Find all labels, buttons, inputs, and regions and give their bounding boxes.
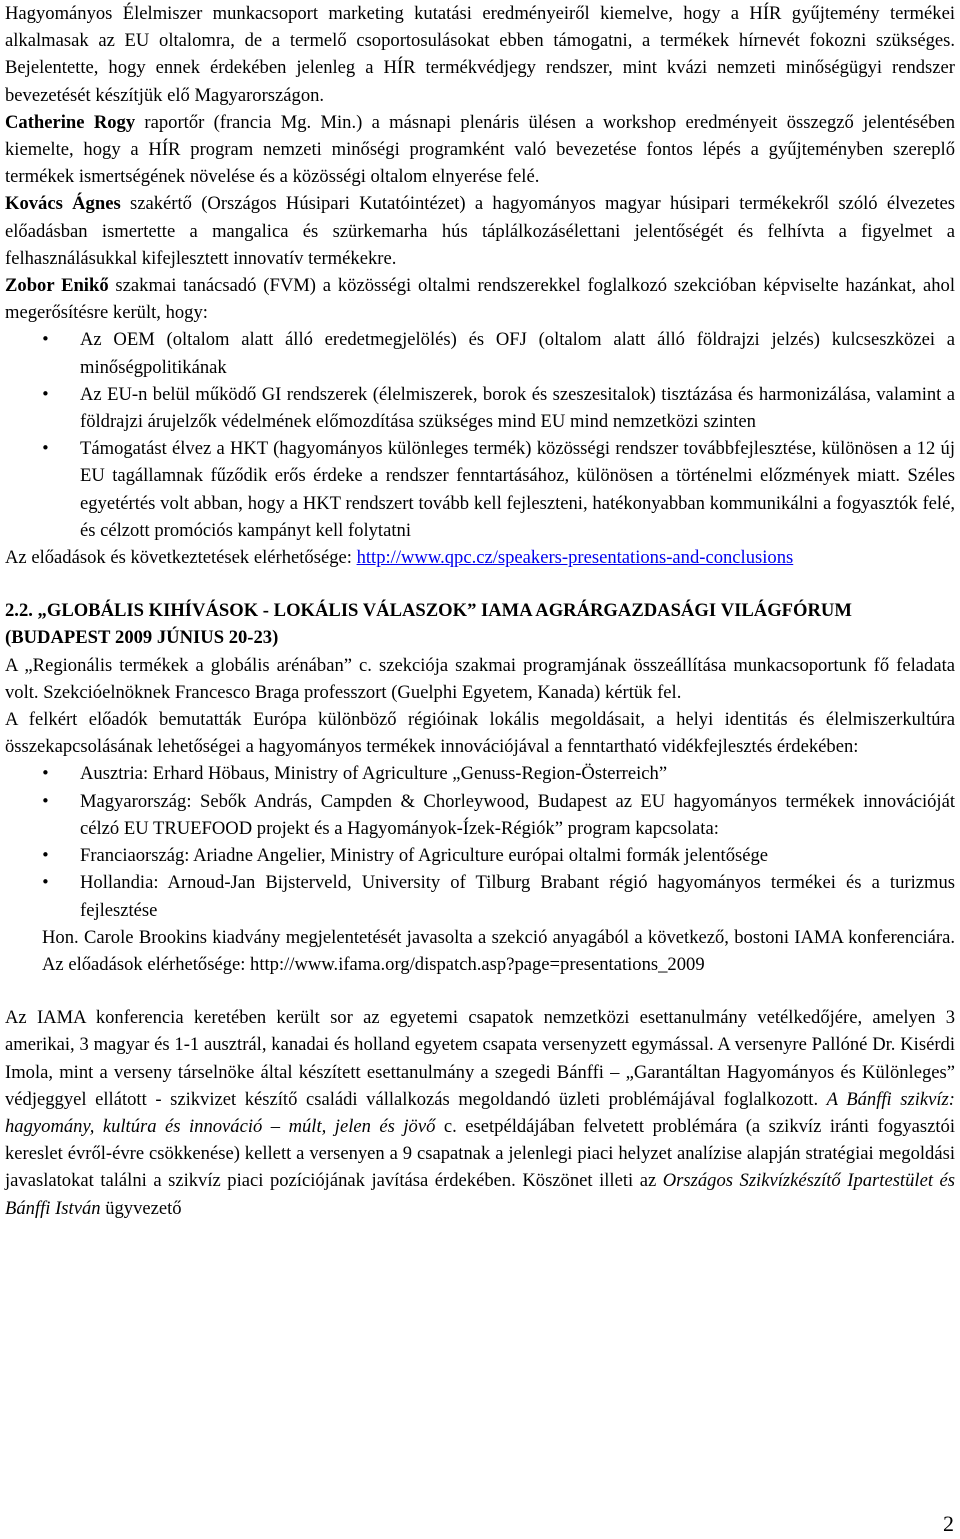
speaker-name: Catherine Rogy: [5, 111, 136, 133]
heading-text: (B: [5, 627, 24, 649]
heading-text: L: [273, 600, 287, 622]
paragraph-regional-products: A „Regionális termékek a globális arénában” c. szekciója szakmai programjának összeállítása munkacsoportunk fő feladata volt. Szekcióelnöknek Francesco Braga professzort (Guelphi Egyetem, Kanada) kértük fel.: [5, 654, 955, 703]
paragraph-zobor-eniko: [5, 272, 955, 326]
paragraph-hir-marketing: Hagyományos Élelmiszer munkacsoport marketing kutatási eredményeiről kiemelve, hogy a HÍR gyűjtemény termékei alkalmasak az EU oltalomra, de a termelő csoportosulásokat ebben támogatni, a termékek hírnevét fokozni szükséges. Bejelentette, hogy ennek érdekében jelenleg a HÍR termékvédjegy rendszer, mint kvázi nemzeti minőségügyi rendszer bevezetését készítjük elő Magyarországon.: [5, 3, 955, 106]
paragraph-text: szakértő (Országos Húsipari Kutatóintézet) a hagyományos magyar húsipari termékekről szóló élvezetes előadásban ismertette a mangalica és szürkemarha hús táplálkozásélettani jelentőségét és felhívta a figyelmet a felhasználásukkal kifejlesztett innovatív termékekre.: [5, 193, 955, 269]
heading-text: „: [37, 600, 47, 622]
paragraph-text: szakmai tanácsadó (FVM) a közösségi oltalmi rendszerekkel foglalkozó szekcióban képviselte hazánkat, ahol megerősítésre került, hogy:: [5, 275, 955, 324]
bullet-list-gi-systems: [5, 326, 955, 544]
heading-text: 2009: [110, 627, 157, 649]
list-item: • Ausztria: Erhard Höbaus, Ministry of Agriculture „Genuss-Region-Österreich”: [5, 760, 955, 787]
heading-text: V: [720, 600, 735, 622]
heading-text: A: [535, 600, 549, 622]
list-item: • Támogatást élvez a HKT (hagyományos különleges termék) közösségi rendszer továbbfejlesztése, különösen a 12 új EU tagállamnak fűződik erős érdeke a rendszer fenntartásához, különösen a történelmi előzmények miatt. Széles egyetértés volt abban, hogy a HKT rendszert tovább kell fejleszteni, hatékonyabban kommunikálni a fogyasztók felé, és célzott promóciós kampányt kell folytatni: [5, 435, 955, 544]
paragraph-case-study: [5, 1004, 955, 1222]
italic-text: Országos Szikvízkészítő Ipartestület és Bánffi István: [5, 1170, 955, 1219]
presentations-link[interactable]: http://www.qpc.cz/speakers-presentations-and-conclusions: [356, 547, 794, 569]
paragraph-text: Az előadások és következtetések elérhetősége:: [5, 547, 357, 569]
heading-text: ” IAMA: [467, 600, 536, 622]
paragraph-text: Az IAMA konferencia keretében került sor az egyetemi csapatok nemzetközi esettanulmány vetélkedőjére, amelyen 3 amerikai, 3 magyar és 1-1 ausztrál, kanadai és holland egyetem csapata versenyzett egymással. A versenyre Pallóné Dr. Kisérdi Imola, mint a verseny társelnöke által készített esettanulmány a szegedi Bánffi – „Garantáltan Hagyományos és Különleges” védjeggyel ellátott - szikvizet készítő családi vállalkozás megoldandó üzleti problémájával foglalkozott.: [5, 1007, 955, 1110]
list-item: • Hollandia: Arnoud-Jan Bijsterveld, University of Tilburg Brabant régió hagyományos termékei és a turizmus fejlesztése: [5, 869, 955, 923]
speaker-name: Zobor Enikő: [5, 275, 109, 297]
section-heading: [5, 597, 955, 651]
bullet-list-speakers: [5, 760, 955, 923]
list-item: • Magyarország: Sebők András, Campden & Chorleywood, Budapest az EU hagyományos termékek innovációját célzó EU TRUEFOOD projekt és a Hagyományok-Ízek-Régiók” program kapcsolata:: [5, 788, 955, 842]
list-item: • Az OEM (oltalom alatt álló eredetmegjelölés) és OFJ (oltalom alatt álló földrajzi jelzés) kulcseszközei a minőségpolitikának: [5, 326, 955, 380]
list-item: • Franciaország: Ariadne Angelier, Ministry of Agriculture európai oltalmi formák jelentősége: [5, 842, 955, 869]
paragraph-speakers-intro: A felkért előadók bemutatták Európa különböző régióinak lokális megoldásait, a helyi identitás és élelmiszerkultúra összekapcsolásának lehetőségei a hagyományos termékek innovációjával a fenntartható vidékfejlesztés érdekében:: [5, 709, 955, 758]
paragraph-text: ügyvezető: [100, 1197, 182, 1219]
paragraph-gap: [5, 978, 955, 1004]
heading-text: UDAPEST: [23, 627, 111, 649]
paragraph-text: raportőr (francia Mg. Min.) a másnapi plenáris ülésen a workshop eredményeit összegző jelentésében kiemelte, hogy a HÍR program nemzeti minőségi programként való bevezetése fontos lépés a gyűjteményben szereplő termékek ismertségének növelése és a közösségi oltalom elnyerése felé.: [5, 111, 955, 188]
paragraph-carole-brookins: Hon. Carole Brookins kiadvány megjelentetését javasolta a szekció anyagából a következő, bostoni IAMA konferenciára. Az előadások elérhetősége: http://www.ifama.org/dispatch.asp?page=presentations_2009: [42, 926, 955, 975]
paragraph-kovacs-agnes: [5, 190, 955, 272]
document-page: [5, 0, 955, 1222]
heading-text: ILÁGFÓRUM: [734, 600, 852, 622]
paragraph-text: c. esetpéldájában felvetett problémára (a szikvíz iránti fogyasztói kereslet évről-évre csökkenése) kellett a versenyen a 9 csapatnak a jelenlegi piaci helyzet analízise alapján stratégiai megoldási javaslatokat találni a szikvíz piaci pozíciójának javítása érdekében. Köszönet illeti az: [5, 1115, 955, 1192]
paragraph-catherine-rogy: [5, 109, 955, 191]
speaker-name: Kovács Ágnes: [5, 193, 121, 215]
section-number: 2.2.: [5, 600, 38, 622]
heading-text: -: [258, 600, 274, 622]
heading-text: GRÁRGAZDASÁGI: [548, 600, 721, 622]
paragraph-presentations-link: [5, 544, 955, 571]
heading-text: G: [46, 600, 62, 622]
heading-text: JÚNIUS: [156, 627, 225, 649]
list-item: • Az EU-n belül működő GI rendszerek (élelmiszerek, borok és szeszesitalok) tisztázása és harmonizálása, valamint a földrajzi árujelzők védelmének előmozdítása szükséges mind EU mind nemzetközi szinten: [5, 381, 955, 435]
heading-text: LOBÁLIS KIHÍVÁSOK: [61, 600, 259, 622]
heading-text: OKÁLIS VÁLASZOK: [286, 600, 468, 622]
page-number: 2: [943, 1511, 954, 1536]
italic-text: A Bánffi szikvíz: hagyomány, kultúra és innováció – múlt, jelen és jövő: [5, 1088, 955, 1137]
heading-text: 20-23): [224, 627, 279, 649]
